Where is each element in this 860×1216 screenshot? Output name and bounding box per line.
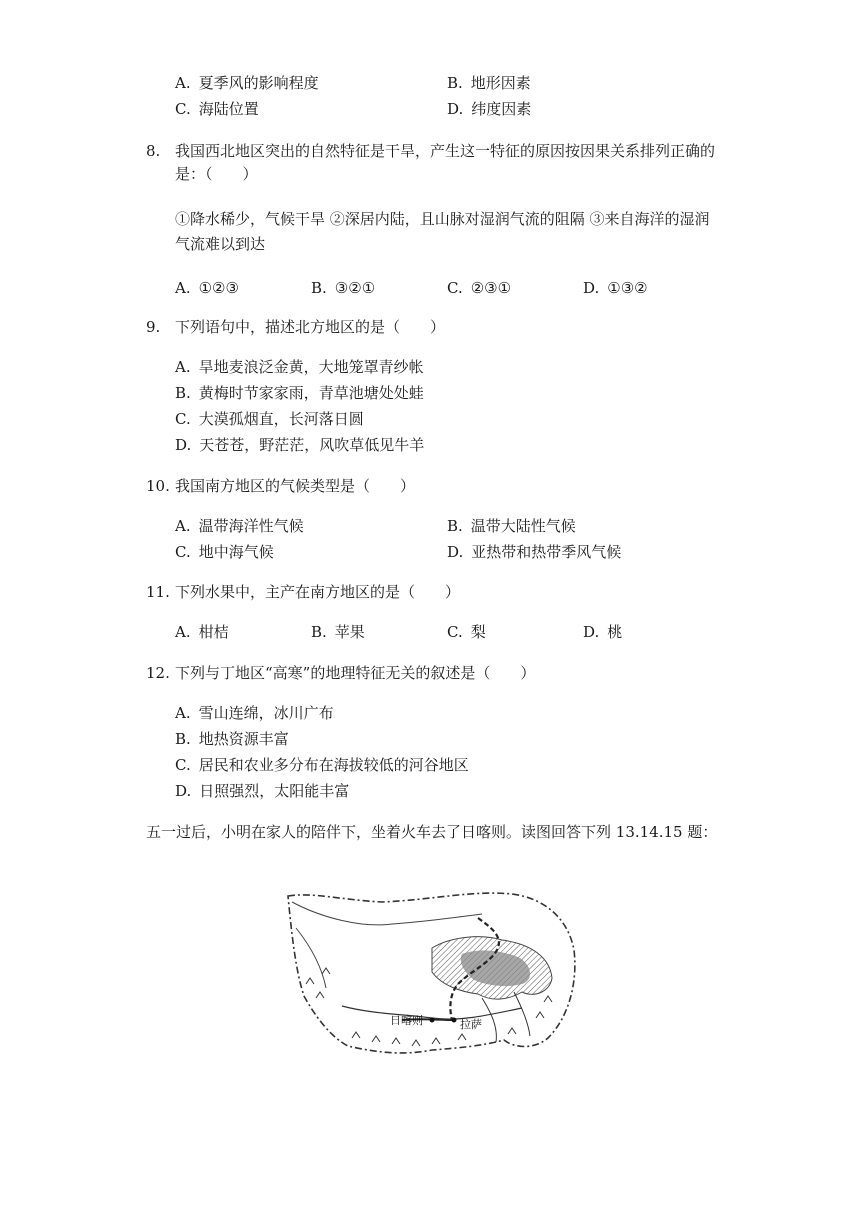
option-label: A. [175, 279, 191, 297]
option-label: B. [311, 623, 327, 641]
option-text: ③②① [334, 279, 376, 297]
option-text: 天苍苍，野茫茫，风吹草低见牛羊 [199, 436, 425, 454]
option-text: 大漠孤烟直，长河落日圆 [198, 410, 364, 428]
option-label: B. [175, 384, 191, 402]
option-text: 雪山连绵，冰川广布 [198, 704, 334, 722]
rikaze-marker [430, 1018, 435, 1023]
option-label: D. [175, 436, 192, 454]
river [342, 1006, 522, 1019]
option-label: D. [583, 623, 600, 641]
q9-option-d[interactable] [175, 435, 424, 455]
lasa-label: 拉萨 [460, 1018, 482, 1031]
q7-option-d[interactable] [447, 99, 531, 119]
question-number: 10. [146, 477, 170, 495]
option-label: A. [175, 358, 191, 376]
q8-option-d[interactable] [583, 278, 648, 298]
q12-option-d[interactable] [175, 781, 349, 801]
option-text: 纬度因素 [471, 100, 532, 118]
option-label: A. [175, 704, 191, 722]
option-label: B. [447, 517, 463, 535]
option-text: 苹果 [334, 623, 365, 641]
option-label: C. [175, 410, 191, 428]
option-text: 居民和农业多分布在海拔较低的河谷地区 [198, 756, 469, 774]
tibet-map-figure [282, 888, 578, 1066]
question-stem: 下列语句中，描述北方地区的是（ ） [175, 318, 446, 336]
option-label: A. [175, 517, 191, 535]
option-label: C. [175, 756, 191, 774]
intro-text: 五一过后，小明在家人的陪伴下，坐着火车去了日喀则。读图回答下列 13.14.15 题： [146, 823, 718, 841]
q11-option-d[interactable] [583, 622, 622, 642]
option-label: B. [447, 74, 463, 92]
question-number: 12. [146, 664, 170, 682]
option-label: A. [175, 623, 191, 641]
option-text: 地中海气候 [198, 543, 274, 561]
option-label: D. [447, 543, 464, 561]
option-text: 梨 [470, 623, 486, 641]
option-label: B. [311, 279, 327, 297]
option-text: 海陆位置 [198, 100, 259, 118]
option-label: C. [447, 279, 463, 297]
q8-option-c[interactable] [447, 278, 511, 298]
option-text: 柑桔 [198, 623, 229, 641]
question-info: ①降水稀少，气候干旱 ②深居内陆，且山脉对湿润气流的阻隔 ③来自海洋的湿润 [175, 210, 710, 228]
question-info-cont: 气流难以到达 [175, 235, 266, 253]
q8-option-b[interactable] [311, 278, 375, 298]
option-text: 地形因素 [470, 74, 531, 92]
option-label: D. [447, 100, 464, 118]
q12-option-c[interactable] [175, 755, 469, 775]
map-svg [282, 888, 578, 1066]
q9-option-a[interactable] [175, 357, 424, 377]
river [514, 992, 530, 1036]
question-stem: 下列水果中，主产在南方地区的是（ ） [175, 583, 461, 601]
option-text: 日照强烈，太阳能丰富 [199, 782, 350, 800]
option-label: C. [447, 623, 463, 641]
q10-option-a[interactable] [175, 516, 304, 536]
option-text: 桃 [607, 623, 623, 641]
question-stem: 我国西北地区突出的自然特征是干旱，产生这一特征的原因按因果关系排列正确的 [175, 142, 716, 160]
q12-option-a[interactable] [175, 703, 334, 723]
option-text: 温带大陆性气候 [470, 517, 576, 535]
option-label: B. [175, 730, 191, 748]
q7-option-c[interactable] [175, 99, 259, 119]
option-label: D. [583, 279, 600, 297]
option-text: 温带海洋性气候 [198, 517, 304, 535]
q10-option-d[interactable] [447, 542, 621, 562]
q12-option-b[interactable] [175, 729, 289, 749]
question-stem: 下列与丁地区“高寒”的地理特征无关的叙述是（ ） [175, 664, 536, 682]
q9-option-b[interactable] [175, 383, 424, 403]
q11-option-a[interactable] [175, 622, 229, 642]
option-text: 地热资源丰富 [198, 730, 289, 748]
q10-option-c[interactable] [175, 542, 274, 562]
option-text: ①②③ [198, 279, 239, 297]
option-label: C. [175, 100, 191, 118]
option-label: D. [175, 782, 192, 800]
q11-option-b[interactable] [311, 622, 365, 642]
q10-option-b[interactable] [447, 516, 576, 536]
question-stem: 我国南方地区的气候类型是（ ） [175, 477, 416, 495]
lasa-marker [452, 1018, 457, 1023]
q7-option-a[interactable] [175, 73, 319, 93]
q11-option-c[interactable] [447, 622, 486, 642]
question-number: 11. [146, 583, 170, 601]
option-text: 夏季风的影响程度 [198, 74, 319, 92]
northern-mountain-range [292, 902, 482, 925]
option-text: 亚热带和热带季风气候 [471, 543, 622, 561]
option-text: ②③① [470, 279, 512, 297]
q8-option-a[interactable] [175, 278, 239, 298]
option-text: 旱地麦浪泛金黄，大地笼罩青纱帐 [198, 358, 424, 376]
river [482, 998, 496, 1042]
option-text: 黄梅时节家家雨，青草池塘处处蛙 [198, 384, 424, 402]
q7-option-b[interactable] [447, 73, 531, 93]
q9-option-c[interactable] [175, 409, 364, 429]
question-number: 8. [146, 142, 161, 160]
option-text: ①③② [607, 279, 648, 297]
question-stem-cont: 是：（ ） [175, 165, 258, 183]
option-label: A. [175, 74, 191, 92]
option-label: C. [175, 543, 191, 561]
question-number: 9. [146, 318, 161, 336]
rikaze-label: 日喀则 [390, 1014, 423, 1027]
